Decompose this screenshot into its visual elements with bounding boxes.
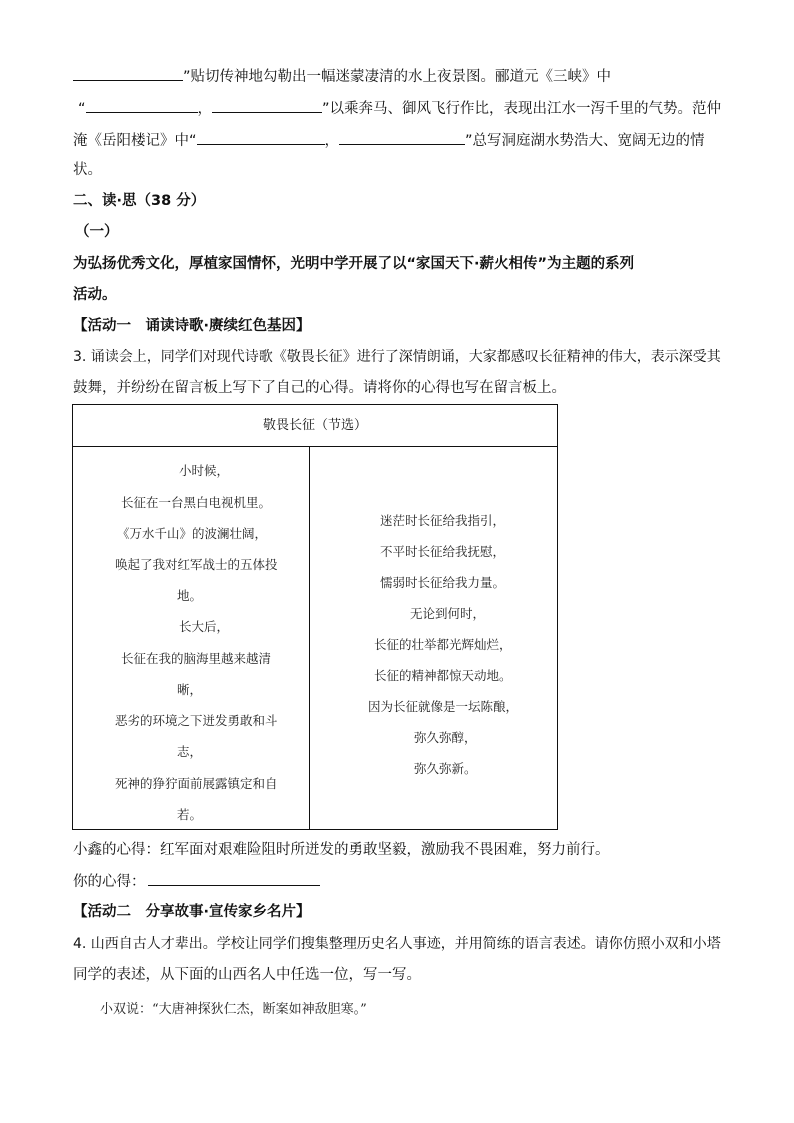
poem-line: 地。 — [177, 588, 203, 603]
poem-line: 晰， — [177, 682, 203, 697]
poem-line: 死神的狰狞面前展露镇定和自 — [115, 776, 278, 791]
q2-line-4: 状。 — [73, 162, 102, 178]
poem-line: 无论到何时， — [410, 606, 486, 621]
poem-line: 长征的壮举都光辉灿烂， — [374, 637, 512, 652]
poem-line: 唤起了我对红军战士的五体投 — [115, 557, 278, 572]
intro-line-2: 活动。 — [73, 287, 117, 303]
q3-line-2: 鼓舞，并纷纷在留言板上写下了自己的心得。请将你的心得也写在留言板上。 — [73, 380, 566, 396]
answer-blank[interactable] — [339, 130, 465, 145]
section-heading: 二、读·思（38 分） — [73, 193, 206, 209]
subsection-label: （一） — [75, 224, 119, 240]
activity1-title: 【活动一 诵读诗歌·赓续红色基因】 — [73, 318, 311, 334]
answer-blank[interactable] — [197, 130, 325, 145]
poem-line: 小时候， — [179, 463, 230, 478]
poem-line: 弥久弥醇， — [414, 730, 477, 745]
poem-line: 因为长征就像是一坛陈酿， — [368, 699, 519, 714]
your-response-row: 你的心得： — [73, 871, 320, 892]
q3-line-1: 3. 诵读会上，同学们对现代诗歌《敬畏长征》进行了深情朗诵，大家都感叹长征精神的伟大，表示深受其 — [73, 349, 721, 365]
poem-line: 若。 — [177, 807, 203, 822]
activity2-title: 【活动二 分享故事·宣传家乡名片】 — [73, 904, 311, 920]
answer-blank[interactable] — [73, 66, 183, 81]
poem-line: 长大后， — [179, 619, 230, 634]
your-response-field[interactable] — [148, 871, 320, 886]
poem-line: 懦弱时长征给我力量。 — [380, 575, 506, 590]
answer-blank[interactable] — [86, 98, 198, 113]
q4-line-2: 同学的表述，从下面的山西名人中任选一位，写一写。 — [73, 967, 421, 983]
poem-line: 长征在一台黑白电视机里。 — [121, 495, 272, 510]
poem-line: 志， — [177, 744, 203, 759]
q2-line-3: 淹《岳阳楼记》中“ ， ”总写洞庭湖水势浩大、宽阔无边的情 — [73, 130, 705, 151]
answer-blank[interactable] — [212, 98, 322, 113]
poem-line: 迷茫时长征给我指引， — [380, 513, 506, 528]
q4-line-1: 4. 山西自古人才辈出。学校让同学们搜集整理历史名人事迹，并用简练的语言表述。请你仿照小双和小塔 — [73, 936, 721, 952]
q2-line-1: ”贴切传神地勾勒出一幅迷蒙凄清的水上夜景图。郦道元《三峡》中 — [73, 66, 611, 87]
poem-line: 恶劣的环境之下迸发勇敢和斗 — [115, 713, 278, 728]
intro-line-1: 为弘扬优秀文化，厚植家国情怀，光明中学开展了以“家国天下·薪火相传”为主题的系列 — [73, 256, 635, 272]
poem-line: 不平时长征给我抚慰， — [380, 544, 506, 559]
q2-line-2: “ ， ”以乘奔马、御风飞行作比，表现出江水一泻千里的气势。范仲 — [78, 98, 721, 119]
poem-line: 《万水千山》的波澜壮阔， — [117, 526, 268, 541]
poem-line: 弥久弥新。 — [414, 761, 477, 776]
xiaoxin-response: 小鑫的心得：红军面对艰难险阻时所迸发的勇敢坚毅，激励我不畏困难，努力前行。 — [73, 842, 610, 858]
poem-title: 敬畏长征（节选） — [73, 405, 557, 447]
poem-line: 长征的精神都惊天动地。 — [374, 668, 512, 683]
poem-table — [72, 404, 558, 830]
xiaoshuang-quote: 小双说：“大唐神探狄仁杰，断案如神敌胆寒。” — [100, 1002, 367, 1017]
table-divider — [309, 447, 310, 829]
poem-line: 长征在我的脑海里越来越清 — [121, 651, 272, 666]
